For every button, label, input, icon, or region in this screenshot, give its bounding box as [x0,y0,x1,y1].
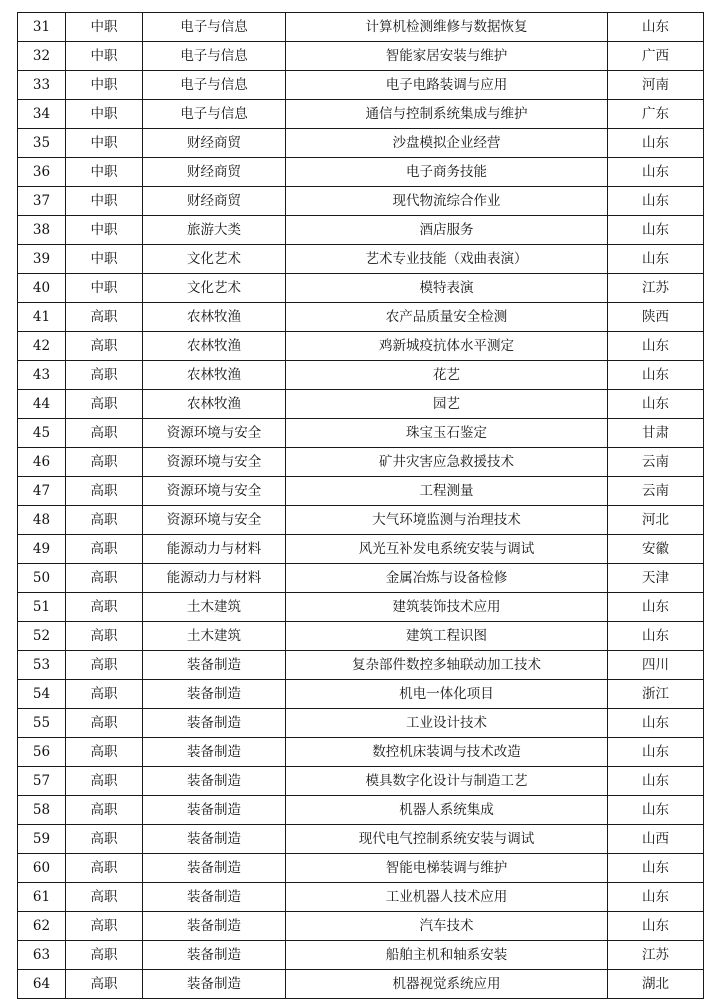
education-level-cell: 高职 [66,361,143,390]
education-level-cell: 中职 [66,274,143,303]
category-cell: 资源环境与安全 [143,419,286,448]
table-row [18,564,704,593]
education-level-cell: 高职 [66,303,143,332]
category-cell: 电子与信息 [143,13,286,42]
row-number-cell: 55 [18,709,66,738]
province-cell: 湖北 [608,970,704,999]
row-number-cell: 47 [18,477,66,506]
province-cell: 山东 [608,245,704,274]
event-name-cell: 复杂部件数控多轴联动加工技术 [286,651,608,680]
event-name-cell: 建筑装饰技术应用 [286,593,608,622]
event-name-cell: 工程测量 [286,477,608,506]
row-number-cell: 42 [18,332,66,361]
province-cell: 云南 [608,448,704,477]
event-name-cell: 艺术专业技能（戏曲表演） [286,245,608,274]
row-number-cell: 64 [18,970,66,999]
education-level-cell: 中职 [66,216,143,245]
education-level-cell: 高职 [66,738,143,767]
table-row [18,390,704,419]
category-cell: 电子与信息 [143,100,286,129]
table-row [18,332,704,361]
category-cell: 电子与信息 [143,42,286,71]
row-number-cell: 50 [18,564,66,593]
event-name-cell: 沙盘模拟企业经营 [286,129,608,158]
province-cell: 江苏 [608,274,704,303]
event-name-cell: 花艺 [286,361,608,390]
table-row [18,477,704,506]
competition-table [17,12,704,999]
row-number-cell: 56 [18,738,66,767]
province-cell: 江苏 [608,941,704,970]
category-cell: 电子与信息 [143,71,286,100]
category-cell: 能源动力与材料 [143,564,286,593]
table-row [18,593,704,622]
education-level-cell: 高职 [66,419,143,448]
province-cell: 山东 [608,622,704,651]
province-cell: 广东 [608,100,704,129]
education-level-cell: 高职 [66,564,143,593]
education-level-cell: 高职 [66,506,143,535]
province-cell: 山东 [608,796,704,825]
event-name-cell: 风光互补发电系统安装与调试 [286,535,608,564]
category-cell: 农林牧渔 [143,390,286,419]
category-cell: 资源环境与安全 [143,448,286,477]
education-level-cell: 高职 [66,883,143,912]
education-level-cell: 中职 [66,158,143,187]
table-row [18,129,704,158]
province-cell: 四川 [608,651,704,680]
province-cell: 安徽 [608,535,704,564]
row-number-cell: 61 [18,883,66,912]
row-number-cell: 35 [18,129,66,158]
table-row [18,361,704,390]
education-level-cell: 高职 [66,709,143,738]
row-number-cell: 46 [18,448,66,477]
row-number-cell: 31 [18,13,66,42]
province-cell: 山东 [608,912,704,941]
event-name-cell: 工业设计技术 [286,709,608,738]
province-cell: 山东 [608,129,704,158]
table-row [18,709,704,738]
event-name-cell: 智能家居安装与维护 [286,42,608,71]
category-cell: 农林牧渔 [143,361,286,390]
education-level-cell: 高职 [66,680,143,709]
category-cell: 土木建筑 [143,622,286,651]
table-row [18,680,704,709]
row-number-cell: 45 [18,419,66,448]
event-name-cell: 鸡新城疫抗体水平测定 [286,332,608,361]
category-cell: 装备制造 [143,854,286,883]
category-cell: 装备制造 [143,680,286,709]
row-number-cell: 33 [18,71,66,100]
category-cell: 农林牧渔 [143,332,286,361]
education-level-cell: 高职 [66,970,143,999]
province-cell: 山东 [608,13,704,42]
category-cell: 装备制造 [143,912,286,941]
table-row [18,651,704,680]
row-number-cell: 48 [18,506,66,535]
event-name-cell: 矿井灾害应急救援技术 [286,448,608,477]
table-row [18,738,704,767]
education-level-cell: 高职 [66,854,143,883]
table-row [18,796,704,825]
row-number-cell: 32 [18,42,66,71]
education-level-cell: 中职 [66,129,143,158]
province-cell: 山东 [608,216,704,245]
table-row [18,854,704,883]
category-cell: 财经商贸 [143,129,286,158]
province-cell: 山东 [608,883,704,912]
table-row [18,825,704,854]
category-cell: 资源环境与安全 [143,477,286,506]
row-number-cell: 57 [18,767,66,796]
event-name-cell: 船舶主机和轴系安装 [286,941,608,970]
table-row [18,71,704,100]
row-number-cell: 36 [18,158,66,187]
education-level-cell: 高职 [66,912,143,941]
row-number-cell: 51 [18,593,66,622]
education-level-cell: 高职 [66,477,143,506]
education-level-cell: 高职 [66,825,143,854]
row-number-cell: 49 [18,535,66,564]
table-row [18,883,704,912]
province-cell: 山东 [608,187,704,216]
table-row [18,970,704,999]
event-name-cell: 机电一体化项目 [286,680,608,709]
category-cell: 财经商贸 [143,158,286,187]
event-name-cell: 建筑工程识图 [286,622,608,651]
category-cell: 装备制造 [143,825,286,854]
event-name-cell: 现代物流综合作业 [286,187,608,216]
province-cell: 河南 [608,71,704,100]
event-name-cell: 珠宝玉石鉴定 [286,419,608,448]
province-cell: 山东 [608,361,704,390]
province-cell: 广西 [608,42,704,71]
category-cell: 财经商贸 [143,187,286,216]
row-number-cell: 38 [18,216,66,245]
row-number-cell: 59 [18,825,66,854]
category-cell: 文化艺术 [143,245,286,274]
event-name-cell: 机器人系统集成 [286,796,608,825]
education-level-cell: 高职 [66,622,143,651]
province-cell: 山东 [608,767,704,796]
education-level-cell: 高职 [66,390,143,419]
table-row [18,941,704,970]
province-cell: 陕西 [608,303,704,332]
event-name-cell: 园艺 [286,390,608,419]
row-number-cell: 60 [18,854,66,883]
education-level-cell: 中职 [66,71,143,100]
education-level-cell: 中职 [66,42,143,71]
education-level-cell: 高职 [66,651,143,680]
event-name-cell: 汽车技术 [286,912,608,941]
table-row [18,419,704,448]
table-row [18,13,704,42]
province-cell: 山东 [608,332,704,361]
province-cell: 云南 [608,477,704,506]
event-name-cell: 工业机器人技术应用 [286,883,608,912]
education-level-cell: 高职 [66,593,143,622]
category-cell: 装备制造 [143,709,286,738]
event-name-cell: 金属冶炼与设备检修 [286,564,608,593]
category-cell: 装备制造 [143,738,286,767]
education-level-cell: 高职 [66,941,143,970]
province-cell: 河北 [608,506,704,535]
province-cell: 山东 [608,390,704,419]
category-cell: 农林牧渔 [143,303,286,332]
table-row [18,216,704,245]
event-name-cell: 酒店服务 [286,216,608,245]
table-row [18,245,704,274]
category-cell: 装备制造 [143,941,286,970]
event-name-cell: 模具数字化设计与制造工艺 [286,767,608,796]
province-cell: 山东 [608,709,704,738]
category-cell: 装备制造 [143,970,286,999]
education-level-cell: 高职 [66,448,143,477]
event-name-cell: 机器视觉系统应用 [286,970,608,999]
row-number-cell: 34 [18,100,66,129]
table-row [18,767,704,796]
category-cell: 装备制造 [143,796,286,825]
row-number-cell: 37 [18,187,66,216]
category-cell: 文化艺术 [143,274,286,303]
event-name-cell: 计算机检测维修与数据恢复 [286,13,608,42]
province-cell: 山东 [608,158,704,187]
table-row [18,187,704,216]
province-cell: 山东 [608,854,704,883]
category-cell: 装备制造 [143,767,286,796]
event-name-cell: 模特表演 [286,274,608,303]
table-row [18,100,704,129]
province-cell: 山东 [608,593,704,622]
table-row [18,448,704,477]
province-cell: 山东 [608,738,704,767]
category-cell: 能源动力与材料 [143,535,286,564]
education-level-cell: 中职 [66,245,143,274]
category-cell: 装备制造 [143,651,286,680]
row-number-cell: 41 [18,303,66,332]
event-name-cell: 大气环境监测与治理技术 [286,506,608,535]
event-name-cell: 数控机床装调与技术改造 [286,738,608,767]
table-row [18,506,704,535]
row-number-cell: 40 [18,274,66,303]
table-row [18,42,704,71]
province-cell: 山西 [608,825,704,854]
row-number-cell: 58 [18,796,66,825]
education-level-cell: 中职 [66,187,143,216]
event-name-cell: 通信与控制系统集成与维护 [286,100,608,129]
education-level-cell: 中职 [66,100,143,129]
province-cell: 天津 [608,564,704,593]
education-level-cell: 高职 [66,767,143,796]
row-number-cell: 39 [18,245,66,274]
row-number-cell: 54 [18,680,66,709]
table-row [18,912,704,941]
event-name-cell: 农产品质量安全检测 [286,303,608,332]
table-row [18,158,704,187]
event-name-cell: 智能电梯装调与维护 [286,854,608,883]
event-name-cell: 现代电气控制系统安装与调试 [286,825,608,854]
education-level-cell: 高职 [66,796,143,825]
education-level-cell: 中职 [66,13,143,42]
row-number-cell: 44 [18,390,66,419]
province-cell: 浙江 [608,680,704,709]
category-cell: 土木建筑 [143,593,286,622]
table-row [18,622,704,651]
row-number-cell: 63 [18,941,66,970]
table-body [18,13,704,999]
education-level-cell: 高职 [66,535,143,564]
table-row [18,535,704,564]
row-number-cell: 62 [18,912,66,941]
row-number-cell: 52 [18,622,66,651]
event-name-cell: 电子电路装调与应用 [286,71,608,100]
category-cell: 资源环境与安全 [143,506,286,535]
event-name-cell: 电子商务技能 [286,158,608,187]
category-cell: 旅游大类 [143,216,286,245]
row-number-cell: 43 [18,361,66,390]
category-cell: 装备制造 [143,883,286,912]
province-cell: 甘肃 [608,419,704,448]
education-level-cell: 高职 [66,332,143,361]
table-row [18,303,704,332]
table-row [18,274,704,303]
row-number-cell: 53 [18,651,66,680]
